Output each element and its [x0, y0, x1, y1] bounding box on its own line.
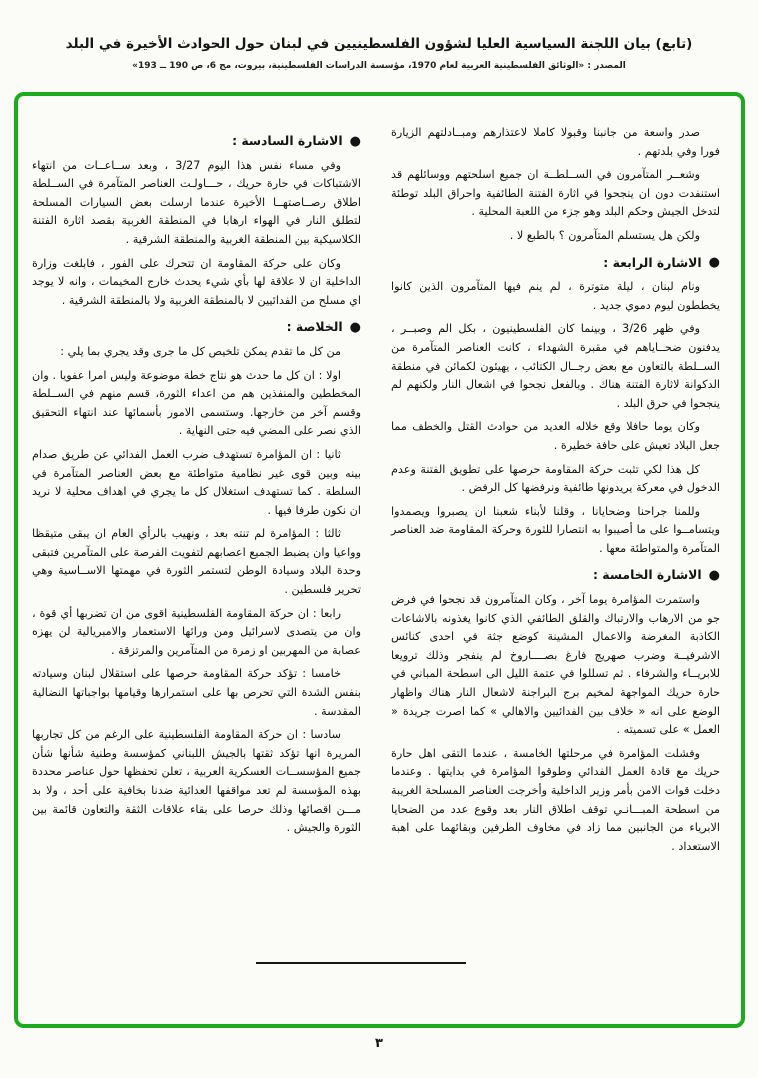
paragraph: صدر واسعة من جانبنا وقبولا كاملا لاعتذارهم ومبــادلتهم الزيارة فورا وفي بلدتهم . — [391, 126, 720, 158]
footnote-rule — [256, 962, 466, 964]
paragraph: كل هذا لكي تثبت حركة المقاومة حرصها على تطويق الفتنة وعدم الدخول في معركة يريدونها طائفية ونرفضها كل الرفض . — [391, 462, 720, 495]
column-left — [32, 124, 361, 956]
paragraph: رابعا : ان حركة المقاومة الفلسطينية اقوى من ان تضربها أي قوة ، وان من يتصدى لاسرائيل ومن ورائها الاستعمار والامبريالية لن يهزه عصابة من المهربين او زمرة من المتآمرين والمرتزقة . — [32, 606, 361, 657]
paragraph: وفي ظهر 3/26 ، وبينما كان الفلسطينيون ، بكل الم وصبــر ، يدفنون ضحــاياهم في مقبرة الشهداء ، كانت العناصر المتآمرة من الســلطة بالتعاون مع بعض رجــال الكتائب ، يهيئون لكمائن في منطقة الدكوانة لاثارة الفتنة هناك . وبالفعل نجحوا في اشعال النار ولكنهم لم ينجحوا في حرق البلد . — [391, 322, 720, 410]
paragraph: وشعــر المتآمرون في الســلطــة ان جميع اسلحتهم ووسائلهم قد استنفدت دون ان ينجحوا في اثارة الفتنة الطائفية واحراق البلد توطئة لتدخل الجيش وحكم البلد وهو جزء من اللعبة المحلية . — [391, 168, 720, 219]
section-heading — [391, 253, 720, 274]
paragraph: سادسا : ان حركة المقاومة الفلسطينية على الرغم من كل تجاربها المريرة انها تؤكد ثقتها بالجيش اللبناني كمؤسسة وطنية شأنها شأن جميع المؤسســات العسكرية العربية ، تعلن تحفظها حول عناصر محددة بهذه المؤسسة لم تعد مواقفها العدائية ضدنا بخافية على أحد ، ولا بد مـــن اقصائها وذلك حرصا على بقاء علاقات الثقة والتعاون قائمة بين الثورة والجيش . — [32, 728, 361, 835]
paragraph: اولا : ان كل ما حدث هو نتاج خطة موضوعة وليس امرا عفويا . وان المخططين والمنفذين هم من اعداء الثورة، قسم منهم في الســلطة وقسم آخر من خارجها. وستسمى الامور بأسمائها عند انتهاء التحقيق الذي نصر على المضي فيه حتى النهاية . — [32, 368, 361, 438]
paragraph: خامسا : تؤكد حركة المقاومة حرصها على استقلال لبنان وسيادته بنفس الشدة التي تحرص بها على استمرارها وقيامها بواجباتها النضالية المقدسة . — [32, 667, 361, 718]
bullet-icon: ● — [708, 255, 720, 271]
section-heading-label: الاشارة السادسة : — [232, 133, 343, 148]
page-header — [0, 0, 758, 71]
source-line: المصدر : «الوثائق الفلسطينية العربية لعام 1970، مؤسسة الدراسات الفلسطينية، بيروت، مج 6، ص 190 ــ 193» — [132, 61, 626, 71]
bullet-icon: ● — [349, 133, 361, 149]
bullet-icon: ● — [349, 320, 361, 336]
paragraph: ولكن هل يستسلم المتآمرون ؟ بالطبع لا . — [509, 228, 700, 242]
text-columns — [32, 124, 720, 956]
paragraph: ونام لبنان ، ليلة متوترة ، لم ينم فيها المتآمرون الذين كانوا يخططون ليوم دموي جديد . — [391, 280, 720, 312]
section-heading — [32, 131, 361, 152]
bullet-icon: ● — [708, 568, 720, 584]
section-heading-label: الخلاصة : — [286, 319, 343, 335]
section-heading-label: الاشارة الرابعة : — [603, 254, 702, 270]
paragraph: ثالثا : المؤامرة لم تنته بعد ، ونهيب بالرأي العام ان يبقى متيقظا وواعيا وان يضبط الجميع اعصابهم لتفويت الفرصة على المتآمرين فتبقى وحدة البلاد وسيادة الوطن لتستمر الثورة في مهمتها الاســاسية وهي تحرير فلسطين . — [32, 527, 361, 597]
paragraph: ثانيا : ان المؤامرة تستهدف ضرب العمل الفدائي عن طريق صدام بينه وبين قوى غير نظامية متواطئة مع بعض العناصر المتآمرة في السلطة . كما تستهدف استغلال كل ما يجري في اهداف محلية لا نريد ان نكون طرفا فيها . — [32, 447, 361, 517]
paragraph: وفشلت المؤامرة في مرحلتها الخامسة ، عندما التقى اهل حارة حريك مع قادة العمل الفدائي وطوقوا المؤامرة في بدايتها . وعندما دخلت قوات الامن بأمر وزير الداخلية وأخرجت العناصر المسلحة الغريبة من اسطحة المبـــانـي توقف اطلاق النار بعد وقوع عدد من الضحايا الابرياء من الجانبين مما زاد في مخاوف الطرفين وبقائهما على اهبة الاستعداد . — [391, 746, 720, 853]
paragraph: واستمرت المؤامرة يوما آخر ، وكان المتآمرون قد نجحوا في فرض جو من الارهاب والارتباك والقلق الطائفي الذي كانوا يغذونه بالاشاعات الكاذبة المغرضة والاعمال المشينة كوضع جثة في احدى كنائس الاشرفيــة وضرب صهريج فارغ بصــــاروخ لم ينفجر وذلك ترويعا للابريــاء والشرفاء . ثم تسللوا في عتمة الليل الى اسطحة المباني في حارة حريك المواجهة لمخيم برج البراجنة لاشعال النار هناك واظهار الوضع على انه « خلاف بين الفدائيين والاهالي » كما اصرت جريدة « العمل » على تسميته . — [391, 593, 720, 737]
column-right — [391, 124, 720, 956]
section-heading-label: الاشارة الخامسة : — [593, 567, 702, 583]
paragraph: من كل ما تقدم يمكن تلخيص كل ما جرى وقد يجري بما يلي : — [60, 344, 341, 358]
paragraph: وللمنا جراحنا وضحايانا ، وقلنا لأبناء شعبنا ان يصبروا ويصمدوا ويتسامــوا على ما أصيبوا به انتصارا للثورة وحركة المقاومة ضد العناصر المتآمرة والمتواطئة معها . — [391, 504, 720, 555]
document-title: (تابع) بيان اللجنة السياسية العليا لشؤون الفلسطينيين في لبنان حول الحوادث الأخيرة في البلد — [65, 36, 693, 52]
page-number: ٣ — [375, 1036, 383, 1051]
section-heading — [391, 565, 720, 586]
paragraph: وفي مساء نفس هذا اليوم 3/27 ، وبعد ســاعــات من انتهاء الاشتباكات في حارة حريك ، حـــاولـت العناصر المتآمرة في الســلطة اطلاق رصــاصتهــا الأخيرة عندما ارسلت بعض السيارات المسلحة لتطلق النار في الهواء ارهابا في المنطقة الغربية بقصد اثارة الفتنة الكلاسيكية بين المنطقة الغربية والمنطقة الشرقية . — [32, 158, 361, 246]
paragraph: وكان على حركة المقاومة ان تتحرك على الفور ، فابلغت وزارة الداخلية ان لا علاقة لها بأي شيء يحدث خارج المخيمات ، وانه لا يوجد اي مسلح من الفدائيين لا بالمنطقة الغربية ولا بالمنطقة الشرقية . — [32, 256, 361, 307]
paragraph: وكان يوما حافلا وقع خلاله العديد من حوادث القتل والخطف مما جعل البلاد تعيش على حافة خطيرة . — [391, 420, 720, 452]
section-heading — [32, 317, 361, 338]
